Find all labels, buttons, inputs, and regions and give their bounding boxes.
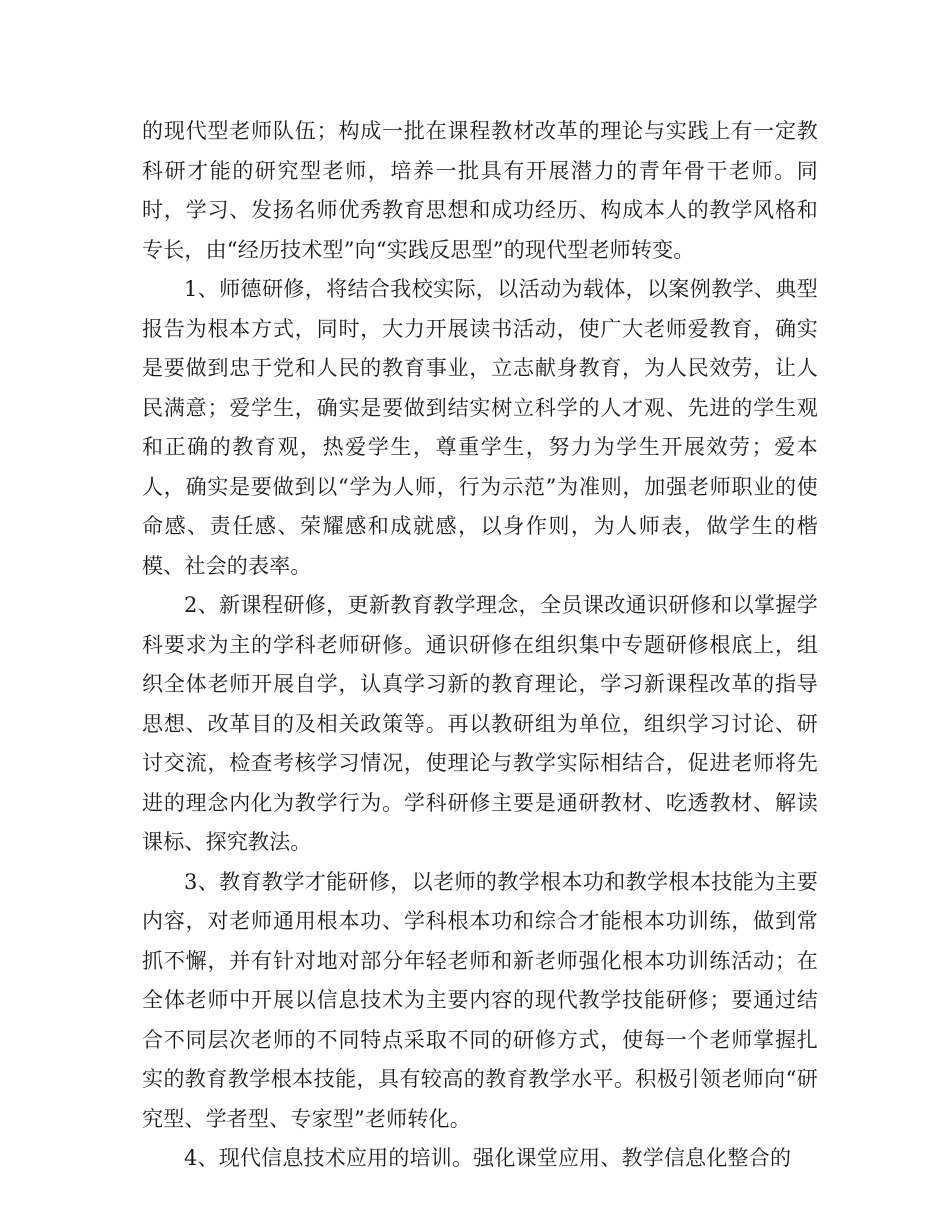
document-body — [142, 112, 818, 1179]
paragraph-it-training: 4、现代信息技术应用的培训。强化课堂应用、教学信息化整合的 — [184, 1146, 792, 1170]
paragraph-teaching-skills-training: 3、教育教学才能研修，以老师的教学根本功和教学根本技能为主要内容，对老师通用根本功、学科根本功和综合才能根本功训练，做到常抓不懈，并有针对地对部分年轻老师和新老师强化根本功训练活动；在全体老师中开展以信息技术为主要内容的现代教学技能研修；要通过结合不同层次老师的不同特点采取不同的研修方式，使每一个老师掌握扎实的教育教学根本技能，具有较高的教育教学水平。积极引领老师向“研究型、学者型、专家型”老师转化。 — [142, 869, 818, 1131]
paragraph-ethics-training: 1、师德研修，将结合我校实际，以活动为载体，以案例教学、典型报告为根本方式，同时，大力开展读书活动，使广大老师爱教育，确实是要做到忠于党和人民的教育事业，立志献身教育，为人民效劳，让人民满意；爱学生，确实是要做到结实树立科学的人才观、先进的学生观和正确的教育观，热爱学生，尊重学生，努力为学生开展效劳；爱本人，确实是要做到以“学为人师，行为示范”为准则，加强老师职业的使命感、责任感、荣耀感和成就感，以身作则，为人师表，做学生的楷模、社会的表率。 — [142, 277, 818, 578]
paragraph-intro: 的现代型老师队伍；构成一批在课程教材改革的理论与实践上有一定教科研才能的研究型老师，培养一批具有开展潜力的青年骨干老师。同时，学习、发扬名师优秀教育思想和成功经历、构成本人的教学风格和专长，由“经历技术型”向“实践反思型”的现代型老师转变。 — [142, 119, 818, 262]
paragraph-new-curriculum-training: 2、新课程研修，更新教育教学理念，全员课改通识研修和以掌握学科要求为主的学科老师研修。通识研修在组织集中专题研修根底上，组织全体老师开展自学，认真学习新的教育理论，学习新课程改革的指导思想、改革目的及相关政策等。再以教研组为单位，组织学习讨论、研讨交流，检查考核学习情况，使理论与教学实际相结合，促进老师将先进的理念内化为教学行为。学科研修主要是通研教材、吃透教材、解读课标、探究教法。 — [142, 593, 818, 854]
